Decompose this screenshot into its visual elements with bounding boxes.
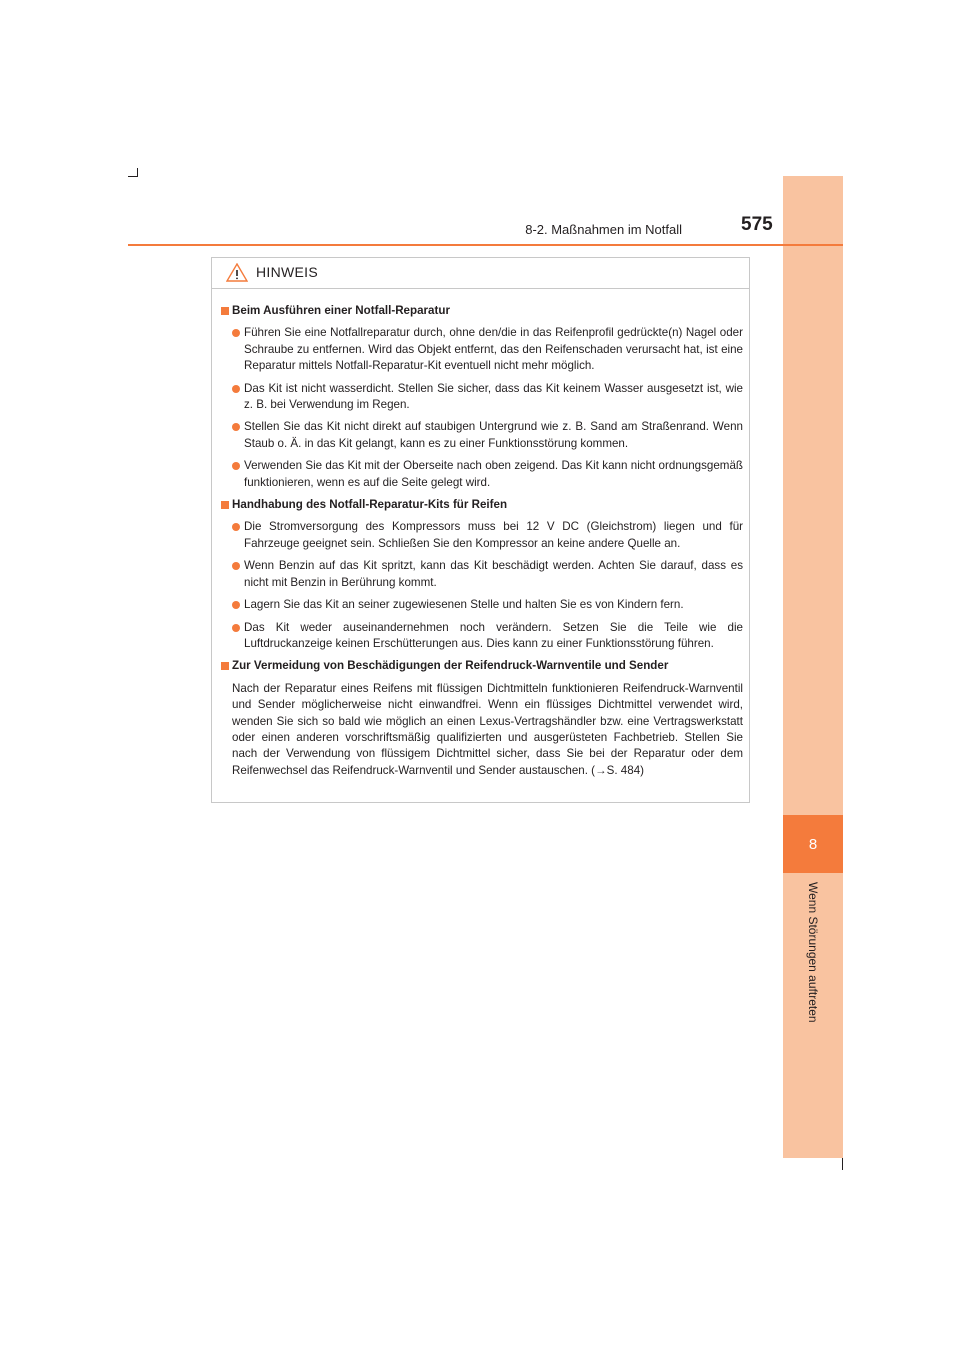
bullet-text: Wenn Benzin auf das Kit spritzt, kann das Kit beschädigt werden. Achten Sie darauf, dass es nicht mit Benzin in Berührung kommt. [244, 559, 743, 589]
bullet-item [221, 325, 743, 374]
chapter-number-box [783, 815, 843, 873]
square-bullet-icon [221, 501, 229, 509]
crop-mark [137, 168, 138, 177]
chapter-title: Wenn Störungen auftreten [806, 882, 820, 1023]
bullet-item [221, 458, 743, 491]
bullet-item [221, 419, 743, 452]
bullet-item [221, 381, 743, 414]
page-number: 575 [741, 214, 773, 235]
bullet-text: Führen Sie eine Notfallreparatur durch, ohne den/die in das Reifenprofil gedrückte(n) Nagel oder Schraube zu entfernen. Wird das Objekt entfernt, das den Reifenschaden verursacht hat, ist eine Reparatur mittels Notfall-Reparatur-Kit eventuell nicht mehr möglich. [244, 326, 743, 373]
bullet-item [221, 620, 743, 653]
round-bullet-icon [232, 624, 240, 632]
square-bullet-icon [221, 307, 229, 315]
bullet-text: Das Kit ist nicht wasserdicht. Stellen Sie sicher, dass das Kit keinem Wasser ausgesetzt ist, wie z. B. bei Verwendung im Regen. [244, 381, 743, 412]
round-bullet-icon [232, 462, 240, 470]
section-paragraph: Nach der Reparatur eines Reifens mit flüssigen Dichtmitteln funktionieren Reifendruck-Warnventil und Sender möglicherweise nicht einwandfrei. Wenn ein flüssiges Dichtmittel verwendet wird, wenden Sie sich so bald wie möglich an einen Lexus-Vertragshändler bzw. eine Vertragswerkstatt oder einen anderen vorschriftsmäßig qualifizierten und ausgerüsteten Fachbetrieb. Stellen Sie nach der Verwendung von flüssigem Dichtmittel sicher, dass Sie bei der Reparatur oder dem Reifenwechsel das Reifendruck-Warnventil und Sender austauschen. (→S. 484) [232, 681, 743, 777]
section-heading-text: Handhabung des Notfall-Reparatur-Kits für Reifen [232, 498, 508, 512]
bullet-text: Die Stromversorgung des Kompressors muss bei 12 V DC (Gleichstrom) liegen und für Fahrzeuge geeignet sein. Schließen Sie den Kompressor an keine andere Quelle an. [244, 520, 743, 550]
notice-body [212, 289, 749, 779]
round-bullet-icon [232, 601, 240, 609]
chapter-number: 8 [808, 835, 818, 853]
square-bullet-icon [221, 662, 229, 670]
section-heading-text: Zur Vermeidung von Beschädigungen der Reifendruck-Warnventile und Sender [232, 659, 669, 673]
bullet-item [221, 519, 743, 552]
round-bullet-icon [232, 523, 240, 531]
notice-box [211, 257, 750, 803]
bullet-text: Stellen Sie das Kit nicht direkt auf staubigen Untergrund wie z. B. Sand am Straßenrand. Wenn Staub o. Ä. in das Kit gelangt, kann es zu einer Funktionsstörung kommen. [244, 420, 743, 450]
section-title: 8-2. Maßnahmen im Notfall [525, 222, 682, 237]
bullet-text: Das Kit weder auseinandernehmen noch verändern. Setzen Sie die Teile wie die Luftdruckanzeige keinen Erschütterungen aus. Dies kann zu einer Funktionsstörung führen. [244, 620, 743, 650]
notice-title: HINWEIS [256, 264, 318, 280]
section-heading [221, 658, 743, 674]
bullet-item [221, 597, 743, 613]
section-heading [221, 497, 743, 513]
round-bullet-icon [232, 423, 240, 431]
round-bullet-icon [232, 385, 240, 393]
header-rule [128, 244, 843, 246]
notice-header [212, 258, 749, 289]
bullet-text: Lagern Sie das Kit an seiner zugewiesenen Stelle und halten Sie es von Kindern fern. [244, 598, 684, 612]
round-bullet-icon [232, 329, 240, 337]
section-heading [221, 303, 743, 319]
section-heading-text: Beim Ausführen einer Notfall-Reparatur [232, 304, 450, 317]
round-bullet-icon [232, 562, 240, 570]
bullet-item [221, 558, 743, 591]
bullet-text: Verwenden Sie das Kit mit der Oberseite nach oben zeigend. Das Kit kann nicht ordnungsgemäß funktionieren, wenn es auf die Seite gelegt wird. [244, 459, 743, 489]
warning-triangle-icon [226, 263, 248, 287]
